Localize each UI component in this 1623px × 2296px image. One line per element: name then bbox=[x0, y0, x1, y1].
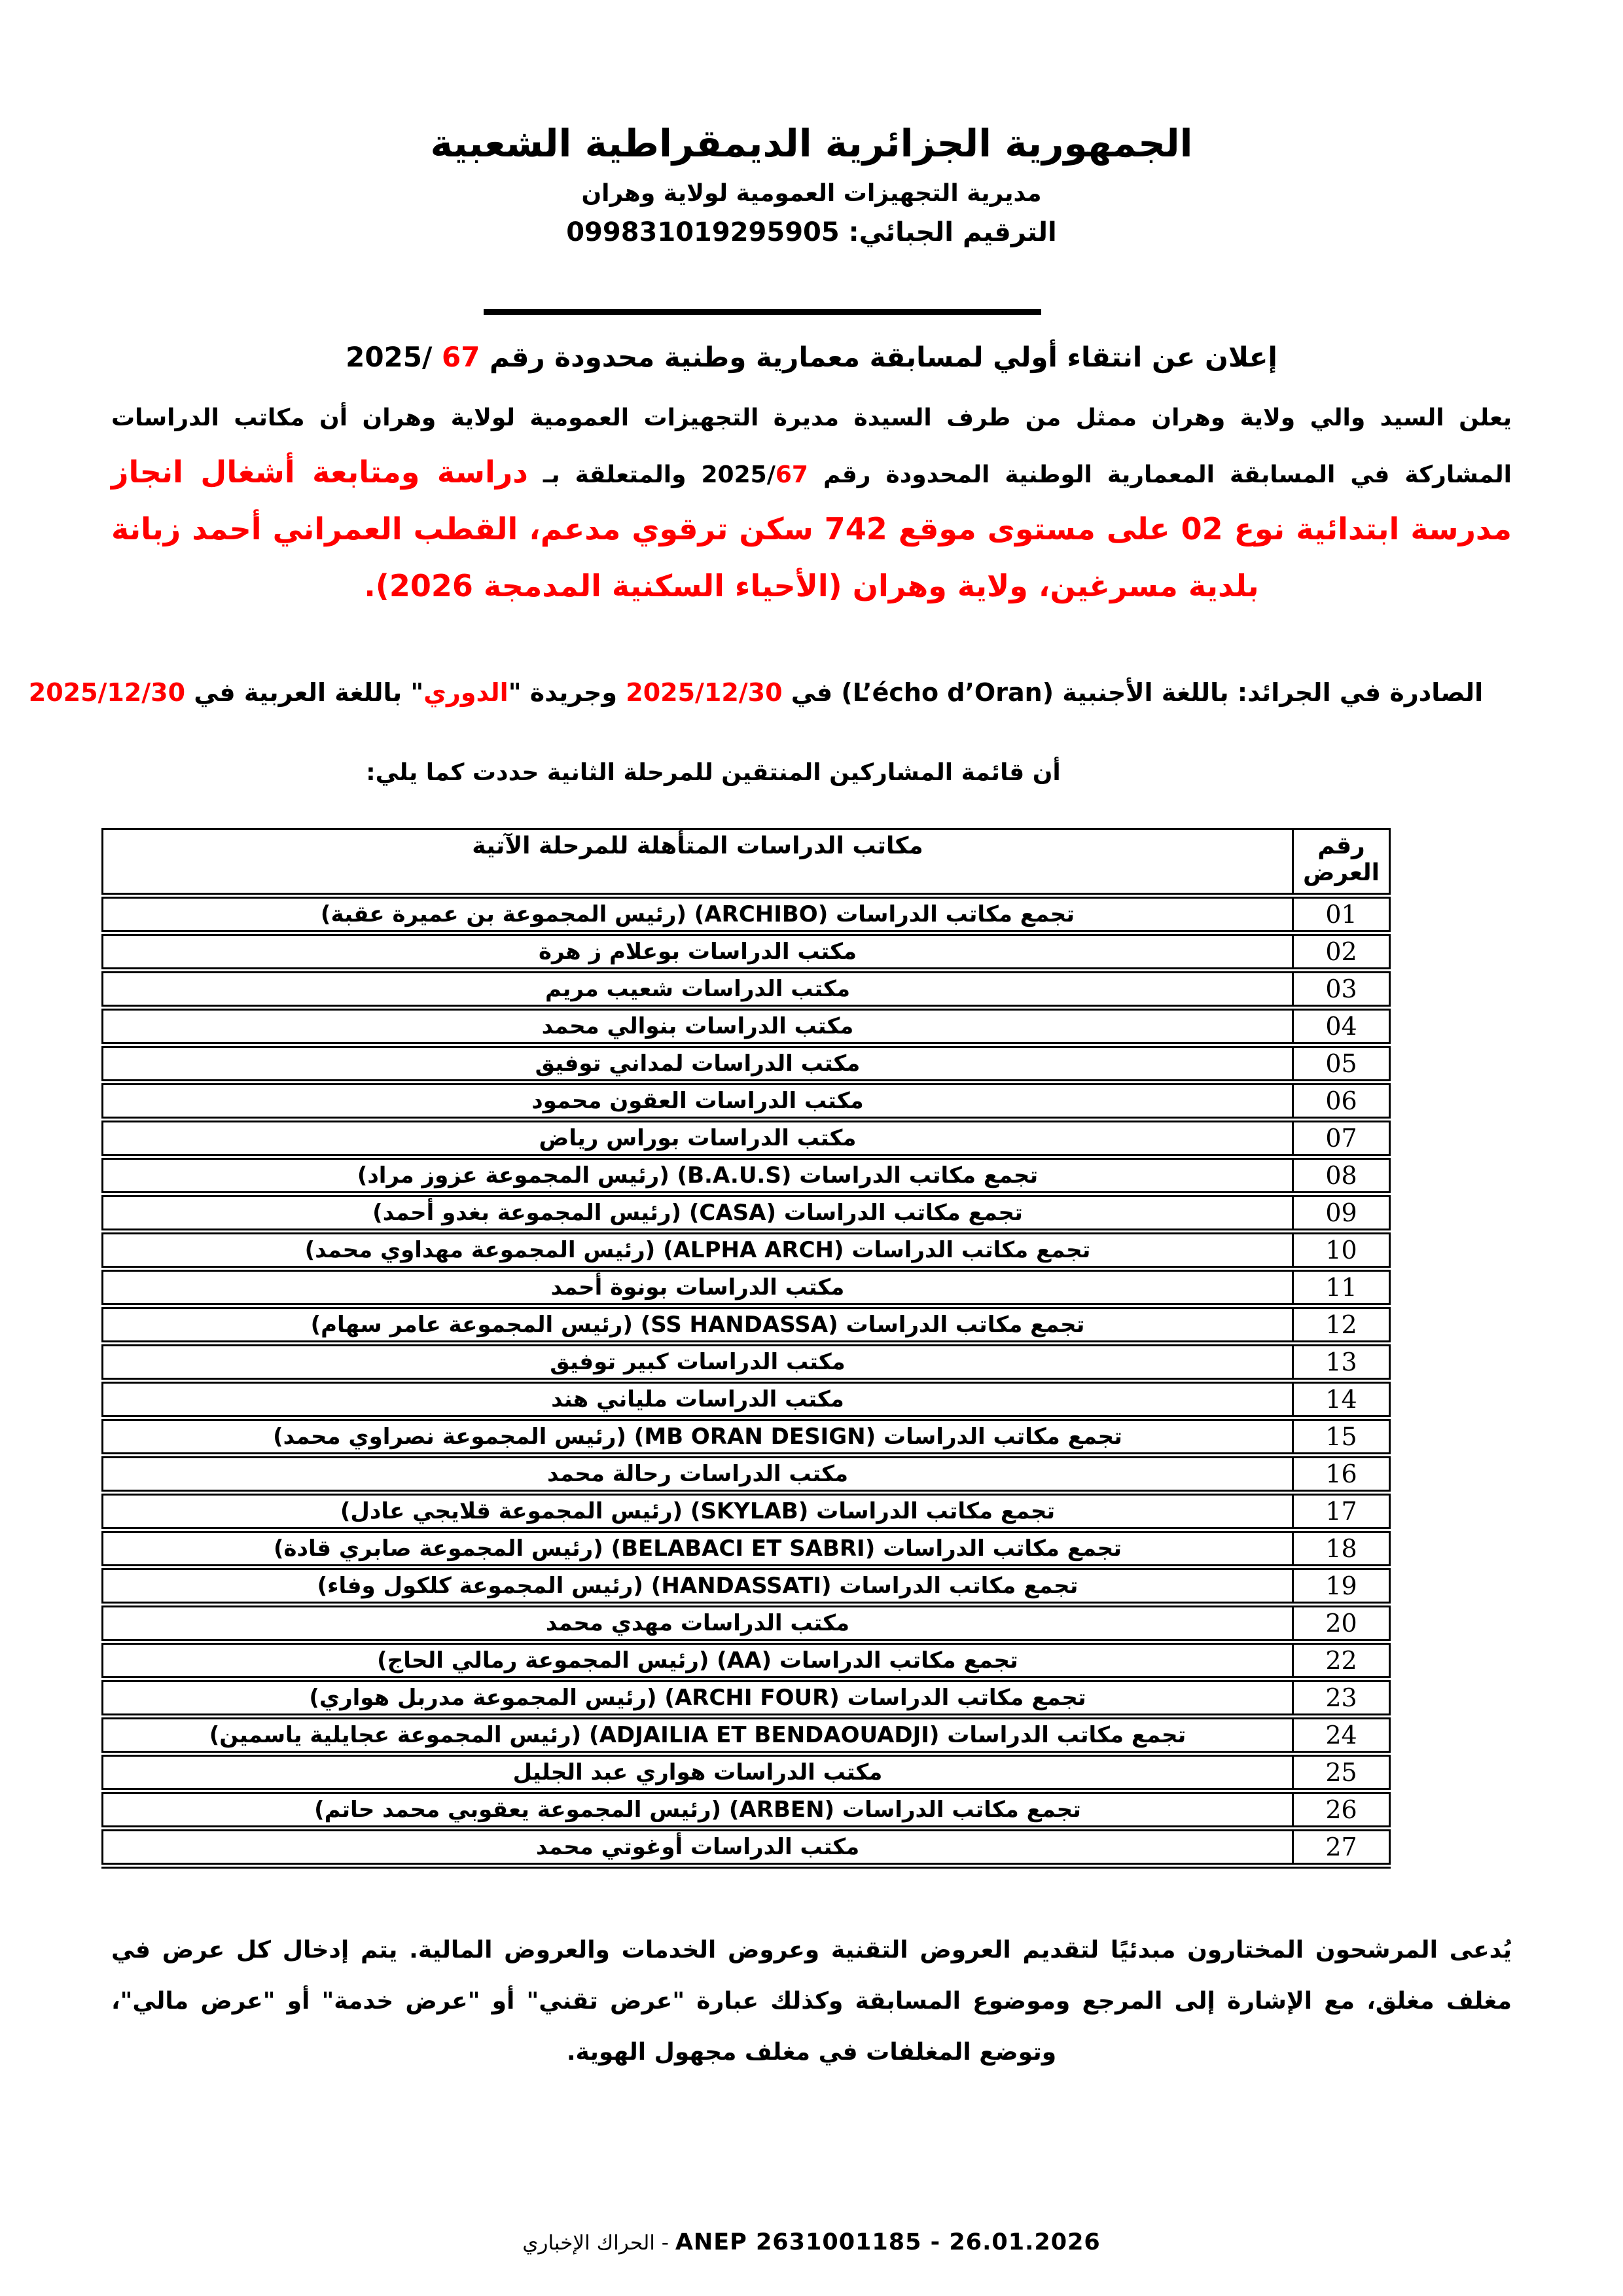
offer-number-cell: 12 bbox=[1293, 1306, 1390, 1344]
office-table-row bbox=[103, 1642, 1390, 1679]
office-name-cell: مكتب الدراسات ملياني هند bbox=[103, 1381, 1293, 1418]
tax-number: 099831019295905 bbox=[566, 217, 840, 247]
office-table-row bbox=[103, 1605, 1390, 1642]
office-table-row bbox=[103, 1530, 1390, 1568]
intro-paragraph bbox=[111, 391, 1512, 616]
project-subject-red: دراسة ومتابعة أشغال انجاز مدرسة ابتدائية نوع 02 على مستوى موقع 742 سكن ترقوي مدعم، القطب العمراني أحمد زبانة بلدية مسرغين، ولاية وهران (الأحياء السكنية المدمجة 2026). bbox=[111, 454, 1512, 603]
office-name-cell: تجمع مكاتب الدراسات (ALPHA ARCH) (رئيس المجموعة مهداوي محمد) bbox=[103, 1232, 1293, 1269]
intro-reference-number-red: 67 bbox=[775, 461, 808, 488]
office-table-row bbox=[103, 1791, 1390, 1829]
office-name-cell: تجمع مكاتب الدراسات (AA) (رئيس المجموعة رمالي الحاج) bbox=[103, 1642, 1293, 1679]
office-table-row bbox=[103, 1344, 1390, 1381]
newspapers-part3: " باللغة العربية في bbox=[185, 678, 424, 707]
offer-number-cell: 26 bbox=[1293, 1791, 1390, 1829]
office-table-row bbox=[103, 1754, 1390, 1791]
office-table-row bbox=[103, 1381, 1390, 1418]
office-table-row bbox=[103, 1008, 1390, 1045]
office-table-row bbox=[103, 1083, 1390, 1120]
offer-number-cell: 20 bbox=[1293, 1605, 1390, 1642]
offer-number-cell: 25 bbox=[1293, 1754, 1390, 1791]
office-table-row bbox=[103, 1568, 1390, 1605]
office-table-row bbox=[103, 971, 1390, 1008]
offer-number-column-header: رقم العرض bbox=[1293, 829, 1390, 896]
offer-number-cell: 01 bbox=[1293, 896, 1390, 933]
publication-date-1: 2025/12/30 bbox=[626, 678, 783, 707]
office-table-row bbox=[103, 1120, 1390, 1157]
office-name-cell: مكتب الدراسات بوراس رياض bbox=[103, 1120, 1293, 1157]
office-table-row bbox=[103, 1157, 1390, 1194]
offer-number-cell: 04 bbox=[1293, 1008, 1390, 1045]
office-table-row bbox=[103, 896, 1390, 933]
offer-number-cell: 27 bbox=[1293, 1829, 1390, 1866]
office-table-row bbox=[103, 1418, 1390, 1456]
publication-date-2: 2025/12/30 bbox=[28, 678, 186, 707]
newspapers-part1: الصادرة في الجرائد: باللغة الأجنبية (L’écho d’Oran) في bbox=[782, 678, 1484, 707]
offices-column-header: مكاتب الدراسات المتأهلة للمرحلة الآتية bbox=[103, 829, 1293, 896]
document-header bbox=[0, 0, 1623, 247]
office-name-cell: تجمع مكاتب الدراسات (ADJAILIA ET BENDAOUADJI) (رئيس المجموعة عجايلية ياسمين) bbox=[103, 1717, 1293, 1754]
offer-number-cell: 22 bbox=[1293, 1642, 1390, 1679]
footer-separator: - bbox=[654, 2231, 675, 2255]
office-name-cell: تجمع مكاتب الدراسات (ARBEN) (رئيس المجموعة يعقوبي محمد حاتم) bbox=[103, 1791, 1293, 1829]
press-agency-name: الحراك الإخباري bbox=[522, 2231, 655, 2255]
offer-number-cell: 18 bbox=[1293, 1530, 1390, 1568]
announcement-title bbox=[0, 341, 1623, 373]
office-table-row bbox=[103, 1493, 1390, 1530]
tax-registration-line bbox=[0, 217, 1623, 247]
tax-label: الترقيم الجبائي: bbox=[848, 217, 1057, 247]
office-table-row bbox=[103, 1306, 1390, 1344]
office-name-cell: تجمع مكاتب الدراسات (B.A.U.S) (رئيس المجموعة عزوز مراد) bbox=[103, 1157, 1293, 1194]
offer-number-cell: 03 bbox=[1293, 971, 1390, 1008]
reference-number-red: 67 bbox=[441, 341, 480, 373]
table-header-row bbox=[103, 829, 1390, 896]
office-table-row bbox=[103, 1717, 1390, 1754]
offices-table-body bbox=[103, 896, 1390, 1866]
offer-number-cell: 06 bbox=[1293, 1083, 1390, 1120]
competition-reference-number bbox=[346, 341, 480, 373]
office-name-cell: تجمع مكاتب الدراسات (SS HANDASSA) (رئيس المجموعة عامر سهام) bbox=[103, 1306, 1293, 1344]
office-table-row bbox=[103, 1045, 1390, 1083]
office-name-cell: مكتب الدراسات لمداني توفيق bbox=[103, 1045, 1293, 1083]
newspapers-publication-line bbox=[0, 678, 1567, 707]
office-name-cell: مكتب الدراسات كبير توفيق bbox=[103, 1344, 1293, 1381]
table-header bbox=[103, 829, 1390, 896]
offer-number-cell: 11 bbox=[1293, 1269, 1390, 1306]
list-intro-line: أن قائمة المشاركين المنتقين للمرحلة الثانية حددت كما يلي: bbox=[366, 759, 1061, 786]
republic-title: الجمهورية الجزائرية الديمقراطية الشعبية bbox=[430, 121, 1193, 166]
office-name-cell: تجمع مكاتب الدراسات (ARCHI FOUR) (رئيس المجموعة مدربل هواري) bbox=[103, 1679, 1293, 1717]
offer-number-cell: 05 bbox=[1293, 1045, 1390, 1083]
office-name-cell: مكتب الدراسات بونوة أحمد bbox=[103, 1269, 1293, 1306]
offer-number-cell: 15 bbox=[1293, 1418, 1390, 1456]
offer-number-cell: 17 bbox=[1293, 1493, 1390, 1530]
offer-number-cell: 10 bbox=[1293, 1232, 1390, 1269]
office-name-cell: تجمع مكاتب الدراسات (SKYLAB) (رئيس المجموعة قلايجي عادل) bbox=[103, 1493, 1293, 1530]
header-divider bbox=[484, 309, 1041, 315]
office-table-row bbox=[103, 1456, 1390, 1493]
newspaper-name-red: الدوري bbox=[423, 678, 508, 707]
document-footer bbox=[0, 2229, 1623, 2255]
offer-number-cell: 14 bbox=[1293, 1381, 1390, 1418]
offer-number-cell: 02 bbox=[1293, 933, 1390, 971]
office-name-cell: مكتب الدراسات هواري عبد الجليل bbox=[103, 1754, 1293, 1791]
office-name-cell: تجمع مكاتب الدراسات (BELABACI ET SABRI) (رئيس المجموعة صابري قادة) bbox=[103, 1530, 1293, 1568]
office-name-cell: مكتب الدراسات شعيب مريم bbox=[103, 971, 1293, 1008]
office-name-cell: تجمع مكاتب الدراسات (HANDASSATI) (رئيس المجموعة كلكول وفاء) bbox=[103, 1568, 1293, 1605]
offer-number-cell: 07 bbox=[1293, 1120, 1390, 1157]
office-name-cell: تجمع مكاتب الدراسات (ARCHIBO) (رئيس المجموعة بن عميرة عقبة) bbox=[103, 896, 1293, 933]
office-table-row bbox=[103, 933, 1390, 971]
office-table-row bbox=[103, 1232, 1390, 1269]
intro-text-part1: يعلن السيد والي ولاية وهران ممثل من طرف السيدة مديرة التجهيزات العمومية لولاية وهران أن مكاتب الدراسات المشاركة في المسابقة المعمارية الوطنية المحدودة رقم bbox=[111, 404, 1512, 488]
intro-reference-year: 2025/ bbox=[701, 461, 776, 488]
office-name-cell: مكتب الدراسات أوغوتي محمد bbox=[103, 1829, 1293, 1866]
intro-text-part2: والمتعلقة بـ bbox=[527, 461, 702, 488]
office-table-row bbox=[103, 1679, 1390, 1717]
office-name-cell: مكتب الدراسات العقون محمود bbox=[103, 1083, 1293, 1120]
office-table-row bbox=[103, 1829, 1390, 1866]
offer-number-cell: 13 bbox=[1293, 1344, 1390, 1381]
offer-number-cell: 24 bbox=[1293, 1717, 1390, 1754]
anep-reference: ANEP 2631001185 - 26.01.2026 bbox=[675, 2229, 1101, 2255]
directorate-title: مديرية التجهيزات العمومية لولاية وهران bbox=[581, 180, 1042, 207]
office-table-row bbox=[103, 1269, 1390, 1306]
office-name-cell: مكتب الدراسات بنوالي محمد bbox=[103, 1008, 1293, 1045]
offer-number-cell: 09 bbox=[1293, 1194, 1390, 1232]
office-name-cell: مكتب الدراسات مهدي محمد bbox=[103, 1605, 1293, 1642]
offer-number-cell: 23 bbox=[1293, 1679, 1390, 1717]
office-name-cell: تجمع مكاتب الدراسات (MB ORAN DESIGN) (رئيس المجموعة نصراوي محمد) bbox=[103, 1418, 1293, 1456]
offer-number-cell: 16 bbox=[1293, 1456, 1390, 1493]
closing-paragraph: يُدعى المرشحون المختارون مبدئيًا لتقديم العروض التقنية وعروض الخدمات والعروض المالية. يتم إدخال كل عرض في مغلف مغلق، مع الإشارة إلى المرجع وموضوع المسابقة وكذلك عبارة "عرض تقني" أو "عرض خدمة" أو "عرض مالي"، وتوضع المغلفات في مغلف مجهول الهوية. bbox=[111, 1937, 1512, 2066]
newspapers-part2: وجريدة " bbox=[508, 678, 626, 707]
intro-reference-number bbox=[702, 461, 808, 488]
offer-number-cell: 19 bbox=[1293, 1568, 1390, 1605]
announcement-title-text: إعلان عن انتقاء أولي لمسابقة معمارية وطنية محدودة رقم bbox=[480, 341, 1277, 373]
office-name-cell: مكتب الدراسات بوعلام ز هرة bbox=[103, 933, 1293, 971]
office-table-row bbox=[103, 1194, 1390, 1232]
office-name-cell: تجمع مكاتب الدراسات (CASA) (رئيس المجموعة بغدو أحمد) bbox=[103, 1194, 1293, 1232]
offer-number-cell: 08 bbox=[1293, 1157, 1390, 1194]
reference-year: 2025/ bbox=[346, 341, 442, 373]
qualified-offices-table bbox=[101, 828, 1391, 1869]
office-name-cell: مكتب الدراسات رحالة محمد bbox=[103, 1456, 1293, 1493]
